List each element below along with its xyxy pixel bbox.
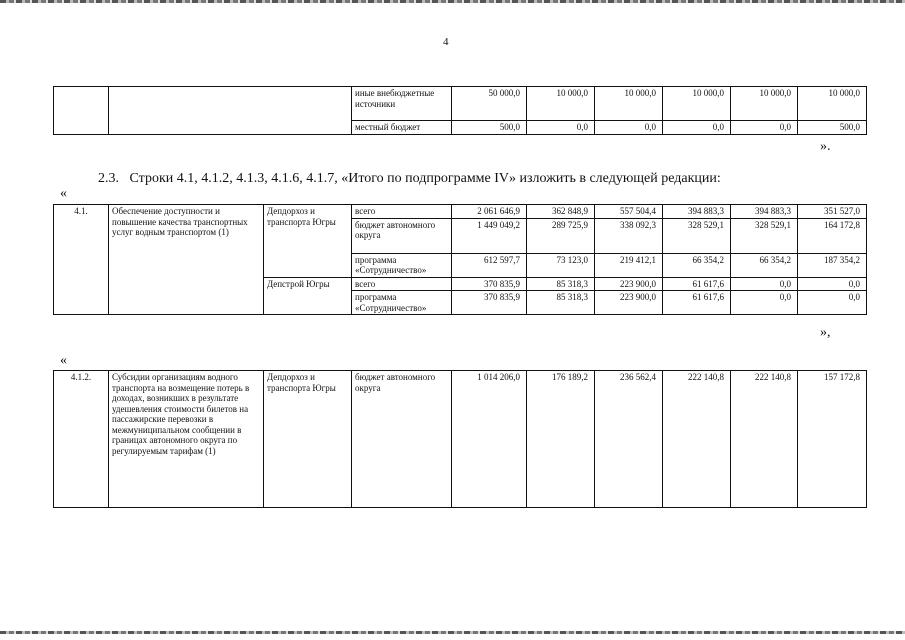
value-cell: 10 000,0 — [798, 87, 867, 121]
value-cell: 73 123,0 — [527, 253, 595, 277]
value-cell: 157 172,8 — [798, 371, 867, 508]
value-cell: 85 318,3 — [527, 291, 595, 315]
value-cell: 328 529,1 — [731, 218, 798, 253]
opening-quote: « — [60, 186, 67, 201]
source-cell: бюджет автономного округа — [352, 371, 452, 508]
value-cell: 222 140,8 — [731, 371, 798, 508]
table-row — [54, 205, 867, 219]
value-cell: 394 883,3 — [663, 205, 731, 219]
value-cell: 10 000,0 — [731, 87, 798, 121]
value-cell: 0,0 — [798, 277, 867, 291]
table-row — [54, 371, 867, 508]
value-cell: 0,0 — [527, 121, 595, 135]
row-number: 4.1.2. — [54, 371, 109, 508]
value-cell: 338 092,3 — [595, 218, 663, 253]
measure-name: Субсидии организациям водного транспорта на возмещение потерь в доходах, возникших в результате удешевления стоимости билетов на пассажирские перевозки в межмуниципальном сообщении в границах автономного округа по регулируемым тарифам (1) — [109, 371, 264, 508]
source-cell: программа «Сотрудничество» — [352, 291, 452, 315]
value-cell: 370 835,9 — [452, 277, 527, 291]
value-cell: 10 000,0 — [527, 87, 595, 121]
value-cell: 0,0 — [731, 121, 798, 135]
value-cell: 2 061 646,9 — [452, 205, 527, 219]
source-cell: всего — [352, 205, 452, 219]
measure-name: Обеспечение доступности и повышение качества транспортных услуг водным транспортом (1) — [109, 205, 264, 315]
closing-quote: ». — [820, 139, 831, 154]
value-cell: 66 354,2 — [731, 253, 798, 277]
executor: Депдорхоз и транспорта Югры — [264, 371, 352, 508]
source-cell: местный бюджет — [352, 121, 452, 135]
scan-top-edge — [0, 0, 905, 3]
empty-cell — [54, 87, 109, 135]
value-cell: 50 000,0 — [452, 87, 527, 121]
source-cell: иные внебюджетные источники — [352, 87, 452, 121]
paragraph-text: Строки 4.1, 4.1.2, 4.1.3, 4.1.6, 4.1.7, «Итого по подпрограмме IV» изложить в следующей редакции: — [129, 171, 721, 186]
closing-quote: », — [820, 325, 831, 340]
value-cell: 219 412,1 — [595, 253, 663, 277]
value-cell: 85 318,3 — [527, 277, 595, 291]
value-cell: 362 848,9 — [527, 205, 595, 219]
value-cell: 222 140,8 — [663, 371, 731, 508]
value-cell: 0,0 — [798, 291, 867, 315]
table-row-4-1 — [53, 204, 867, 315]
executor: Депдорхоз и транспорта Югры — [264, 205, 352, 278]
page-number: 4 — [443, 36, 449, 48]
source-cell: бюджет автономного округа — [352, 218, 452, 253]
value-cell: 289 725,9 — [527, 218, 595, 253]
value-cell: 394 883,3 — [731, 205, 798, 219]
paragraph — [98, 171, 721, 187]
value-cell: 557 504,4 — [595, 205, 663, 219]
value-cell: 351 527,0 — [798, 205, 867, 219]
value-cell: 0,0 — [731, 277, 798, 291]
value-cell: 0,0 — [663, 121, 731, 135]
source-cell: всего — [352, 277, 452, 291]
value-cell: 612 597,7 — [452, 253, 527, 277]
row-number: 4.1. — [54, 205, 109, 315]
opening-quote: « — [60, 353, 67, 368]
value-cell: 370 835,9 — [452, 291, 527, 315]
value-cell: 236 562,4 — [595, 371, 663, 508]
table-top-continuation — [53, 86, 867, 135]
paragraph-number: 2.3. — [98, 171, 119, 186]
value-cell: 223 900,0 — [595, 277, 663, 291]
table-row — [54, 87, 867, 121]
empty-cell — [109, 87, 352, 135]
source-cell: программа «Сотрудничество» — [352, 253, 452, 277]
value-cell: 10 000,0 — [595, 87, 663, 121]
value-cell: 500,0 — [798, 121, 867, 135]
value-cell: 10 000,0 — [663, 87, 731, 121]
value-cell: 328 529,1 — [663, 218, 731, 253]
value-cell: 500,0 — [452, 121, 527, 135]
value-cell: 223 900,0 — [595, 291, 663, 315]
value-cell: 61 617,6 — [663, 277, 731, 291]
value-cell: 0,0 — [595, 121, 663, 135]
executor: Депстрой Югры — [264, 277, 352, 315]
value-cell: 66 354,2 — [663, 253, 731, 277]
scan-bottom-edge — [0, 631, 905, 634]
value-cell: 61 617,6 — [663, 291, 731, 315]
value-cell: 164 172,8 — [798, 218, 867, 253]
table-row-4-1-2 — [53, 370, 867, 508]
value-cell: 0,0 — [731, 291, 798, 315]
value-cell: 1 014 206,0 — [452, 371, 527, 508]
value-cell: 176 189,2 — [527, 371, 595, 508]
value-cell: 187 354,2 — [798, 253, 867, 277]
value-cell: 1 449 049,2 — [452, 218, 527, 253]
